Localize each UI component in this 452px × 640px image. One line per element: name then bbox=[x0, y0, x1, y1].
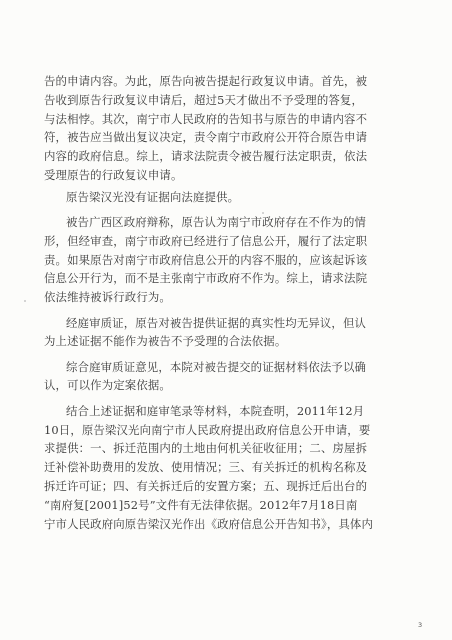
paragraph-1-line-3: 与法相悖。其次，南宁市人民政府的告知书与原告的申请内容不 bbox=[44, 111, 368, 126]
paragraph-6-line-4: 迁补偿补助费用的发放、使用情况；三、有关拆迁的机构名称及 bbox=[44, 460, 368, 475]
paragraph-2-line-1: 原告梁汉光没有证据向法庭提供。 bbox=[66, 189, 240, 204]
paragraph-2 bbox=[44, 188, 414, 207]
scan-speck bbox=[24, 300, 26, 302]
paragraph-4 bbox=[44, 314, 414, 352]
scan-speck bbox=[262, 212, 264, 214]
paragraph-1-line-6: 受理原告的行政复议申请。 bbox=[44, 167, 183, 182]
page-number: 3 bbox=[418, 621, 423, 629]
paragraph-6-line-5: 拆迁许可证；四、有关拆迁后的安置方案；五、现拆迁后出台的 bbox=[44, 478, 368, 493]
paragraph-6-line-6: “南府复[2001]52号”文件有无法律依据。2012年7月18日南 bbox=[44, 497, 358, 512]
paragraph-6-line-1: 结合上述证据和庭审笔录等材料，本院查明，2011年12月 bbox=[66, 403, 365, 418]
paragraph-3-line-5: 依法维持被诉行政行为。 bbox=[44, 290, 171, 305]
paragraph-3-line-2: 形，但经审查，南宁市政府已经进行了信息公开，履行了法定职 bbox=[44, 233, 368, 248]
paragraph-3-line-1: 被告广西区政府辩称，原告认为南宁市政府存在不作为的情 bbox=[66, 215, 367, 230]
paragraph-6 bbox=[44, 402, 414, 534]
paragraph-5-line-2: 认，可以作为定案依据。 bbox=[44, 378, 171, 393]
paragraph-5-line-1: 综合庭审质证意见，本院对被告提交的证据材料依法予以确 bbox=[66, 359, 367, 374]
paragraph-6-line-7: 宁市人民政府向原告梁汉光作出《政府信息公开告知书》，具体内 bbox=[44, 516, 373, 531]
paragraph-1-line-2: 告收到原告行政复议申请后，超过5天才做出不予受理的答复， bbox=[44, 92, 363, 107]
paragraph-5 bbox=[44, 358, 414, 396]
paragraph-3-line-3: 责。如果原告对南宁市政府信息公开的内容不服的，应该起诉该 bbox=[44, 252, 368, 267]
paragraph-3-line-4: 信息公开行为，而不是主张南宁市政府不作为。综上，请求法院 bbox=[44, 271, 368, 286]
paragraph-3 bbox=[44, 213, 414, 307]
paragraph-4-line-1: 经庭审质证，原告对被告提供证据的真实性均无异议，但认 bbox=[66, 315, 367, 330]
paragraph-6-line-2: 10日，原告梁汉光向南宁市人民政府提出政府信息公开申请，要 bbox=[44, 422, 371, 437]
document-body bbox=[44, 72, 414, 540]
paragraph-6-line-3: 求提供：一、拆迁范围内的土地由何机关征收征用；二、房屋拆 bbox=[44, 441, 368, 456]
paragraph-4-line-2: 为上述证据不能作为被告不予受理的合法依据。 bbox=[44, 334, 287, 349]
paragraph-1 bbox=[44, 72, 414, 185]
paragraph-1-line-5: 内容的政府信息。综上，请求法院责令被告履行法定职责，依法 bbox=[44, 149, 368, 164]
paragraph-1-line-1: 告的申请内容。为此，原告向被告提起行政复议申请。首先，被 bbox=[44, 74, 368, 88]
paragraph-1-line-4: 符，被告应当做出复议决定，责令南宁市政府公开符合原告申请 bbox=[44, 130, 368, 145]
